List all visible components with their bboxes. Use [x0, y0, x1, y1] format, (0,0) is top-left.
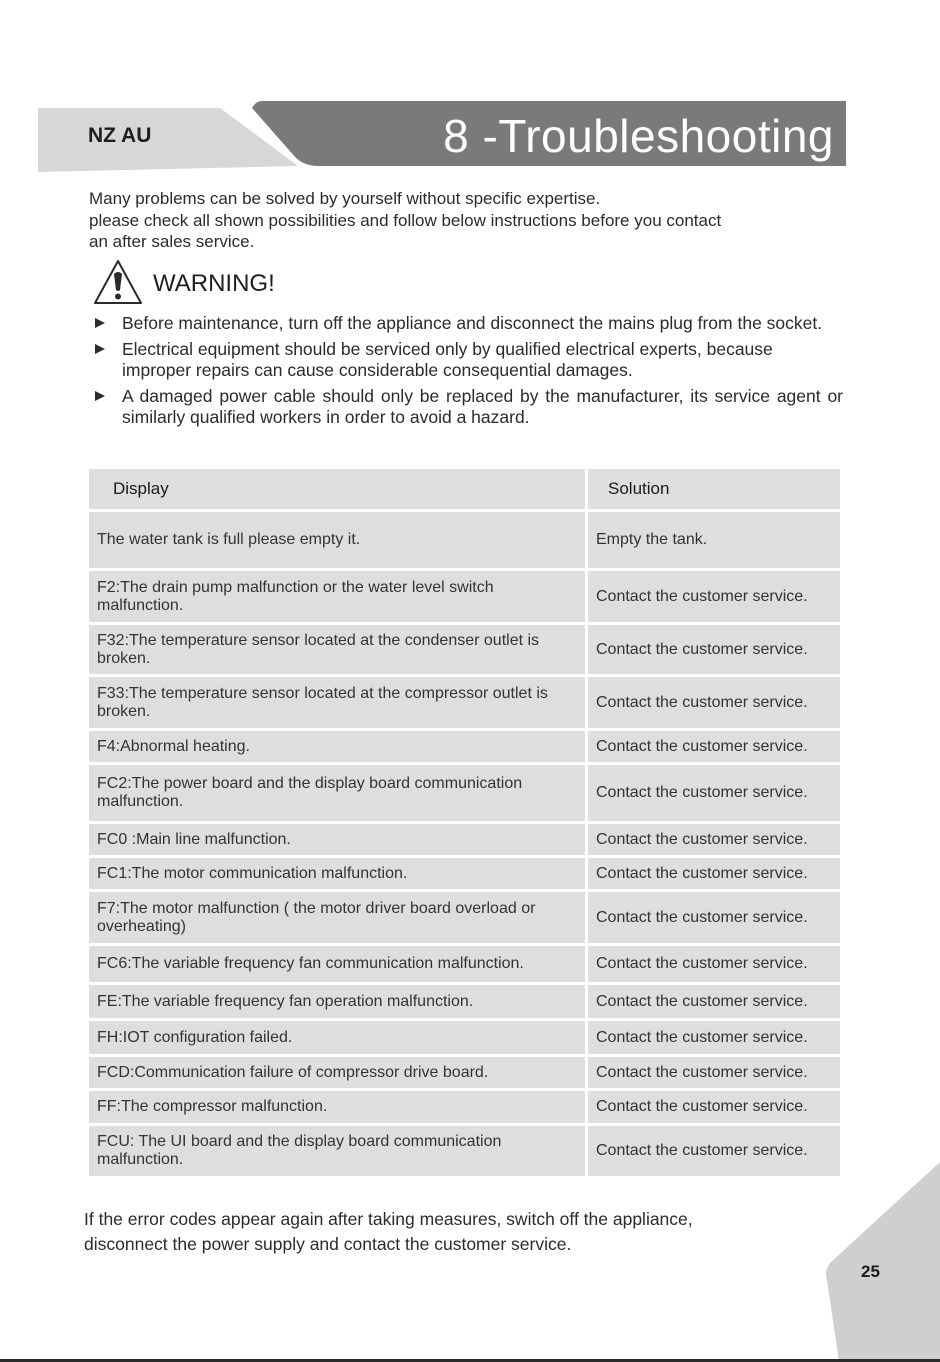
table-row — [89, 512, 840, 568]
solution-cell: Contact the customer service. — [588, 1126, 840, 1176]
display-column-header: Display — [89, 469, 585, 509]
table-row — [89, 765, 840, 821]
page-number: 25 — [861, 1262, 880, 1281]
table-row — [89, 1091, 840, 1123]
troubleshooting-table — [86, 466, 843, 1179]
warning-item — [95, 386, 843, 428]
region-label-tab — [38, 108, 298, 172]
solution-cell: Contact the customer service. — [588, 731, 840, 762]
solution-cell: Contact the customer service. — [588, 892, 840, 943]
bullet-arrow-icon — [95, 391, 105, 401]
display-cell: F32:The temperature sensor located at the condenser outlet is broken. — [89, 625, 585, 674]
table-header-row — [89, 469, 840, 509]
intro-line: please check all shown possibilities and follow below instructions before you contact — [89, 210, 722, 230]
warning-item-text: Electrical equipment should be serviced only by qualified electrical experts, because improper repairs can cause considerable consequential damages. — [122, 339, 773, 380]
warning-item — [95, 339, 843, 381]
display-cell: FF:The compressor malfunction. — [89, 1091, 585, 1123]
solution-cell: Empty the tank. — [588, 512, 840, 568]
table-row — [89, 892, 840, 943]
table-row — [89, 1126, 840, 1176]
solution-cell: Contact the customer service. — [588, 1091, 840, 1123]
table-row — [89, 731, 840, 762]
display-cell: FC6:The variable frequency fan communication malfunction. — [89, 946, 585, 982]
solution-cell: Contact the customer service. — [588, 677, 840, 728]
intro-line: Many problems can be solved by yourself without specific expertise. — [89, 189, 601, 208]
solution-cell: Contact the customer service. — [588, 1021, 840, 1054]
display-cell: FCU: The UI board and the display board communication malfunction. — [89, 1126, 585, 1176]
solution-cell: Contact the customer service. — [588, 625, 840, 674]
table-row — [89, 946, 840, 982]
warning-list — [95, 313, 843, 433]
footer-line: disconnect the power supply and contact the customer service. — [84, 1234, 572, 1254]
table-row — [89, 625, 840, 674]
solution-cell: Contact the customer service. — [588, 571, 840, 622]
display-cell: F4:Abnormal heating. — [89, 731, 585, 762]
warning-item — [95, 313, 843, 334]
table-row — [89, 858, 840, 889]
region-label: NZ AU — [88, 124, 152, 147]
display-cell: FCD:Communication failure of compressor drive board. — [89, 1057, 585, 1088]
solution-cell: Contact the customer service. — [588, 824, 840, 855]
solution-cell: Contact the customer service. — [588, 1057, 840, 1088]
bullet-arrow-icon — [95, 318, 105, 328]
bullet-arrow-icon — [95, 344, 105, 354]
page-header — [0, 0, 940, 180]
table-row — [89, 677, 840, 728]
display-cell: FC1:The motor communication malfunction. — [89, 858, 585, 889]
solution-cell: Contact the customer service. — [588, 765, 840, 821]
display-cell: F33:The temperature sensor located at the compressor outlet is broken. — [89, 677, 585, 728]
solution-column-header: Solution — [588, 469, 840, 509]
display-cell: FE:The variable frequency fan operation malfunction. — [89, 985, 585, 1018]
footer-line: If the error codes appear again after taking measures, switch off the appliance, — [84, 1209, 693, 1229]
footer-note — [84, 1207, 693, 1257]
solution-cell: Contact the customer service. — [588, 858, 840, 889]
display-cell: FC0 :Main line malfunction. — [89, 824, 585, 855]
display-cell: The water tank is full please empty it. — [89, 512, 585, 568]
table-row — [89, 1057, 840, 1088]
warning-item-text: A damaged power cable should only be replaced by the manufacturer, its service agent or similarly qualified workers in order to avoid a hazard. — [122, 386, 843, 427]
solution-cell: Contact the customer service. — [588, 985, 840, 1018]
intro-line: an after sales service. — [89, 232, 255, 251]
intro-text — [89, 188, 849, 253]
display-cell: F7:The motor malfunction ( the motor driver board overload or overheating) — [89, 892, 585, 943]
display-cell: FH:IOT configuration failed. — [89, 1021, 585, 1054]
solution-cell: Contact the customer service. — [588, 946, 840, 982]
table-row — [89, 985, 840, 1018]
table-row — [89, 571, 840, 622]
warning-title: WARNING! — [153, 270, 275, 297]
page-corner-graphic — [825, 1162, 940, 1362]
display-cell: F2:The drain pump malfunction or the water level switch malfunction. — [89, 571, 585, 622]
page-title: 8 -Troubleshooting — [443, 110, 834, 162]
warning-triangle-icon — [92, 258, 144, 306]
display-cell: FC2:The power board and the display board communication malfunction. — [89, 765, 585, 821]
table-row — [89, 824, 840, 855]
warning-item-text: Before maintenance, turn off the appliance and disconnect the mains plug from the socket. — [122, 313, 823, 333]
table-row — [89, 1021, 840, 1054]
